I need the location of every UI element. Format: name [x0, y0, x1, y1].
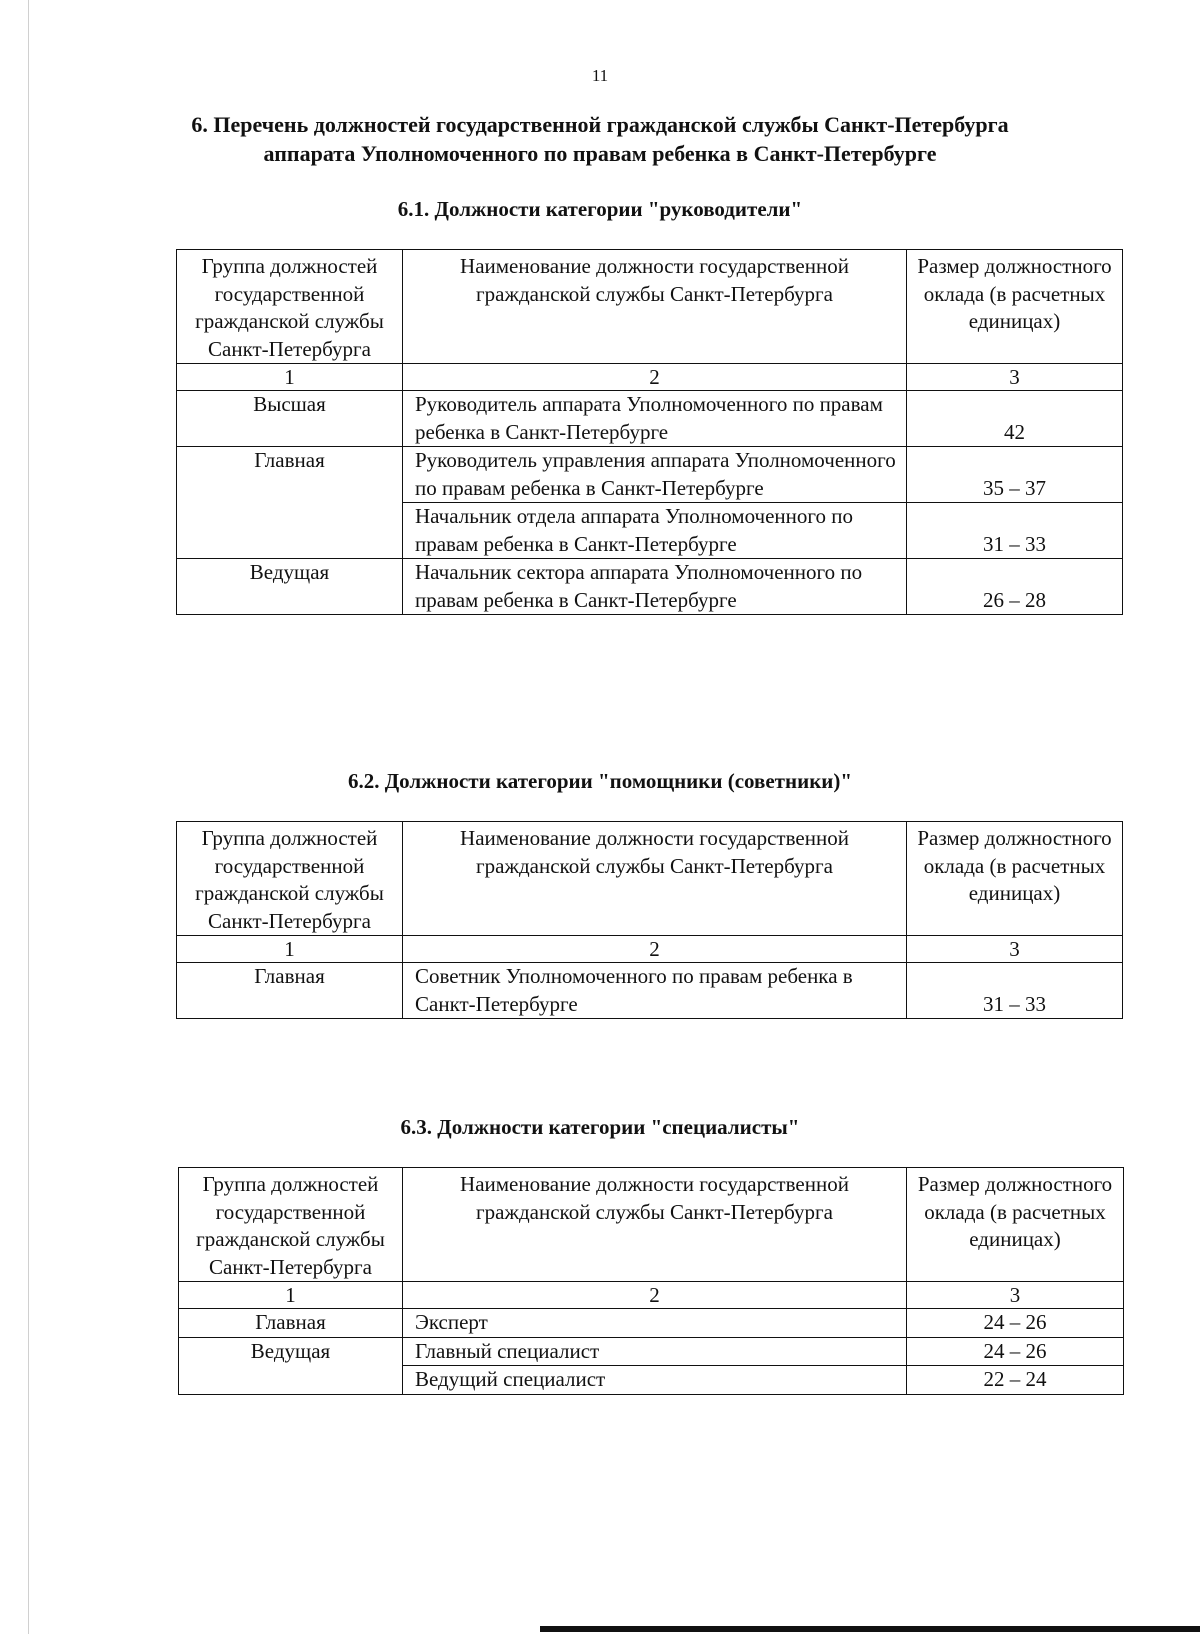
- table-row: [179, 1309, 1124, 1338]
- row-salary: 42: [907, 391, 1123, 447]
- table-header-row: [177, 250, 1123, 364]
- scan-edge-line: [28, 0, 29, 1634]
- col-number-1: 1: [179, 1282, 403, 1309]
- section-3-title: 6.3. Должности категории "специалисты": [400, 1115, 800, 1139]
- col-number-1: 1: [177, 936, 403, 963]
- col-number-2: 2: [403, 1282, 907, 1309]
- table-row: [177, 963, 1123, 1019]
- col-number-1: 1: [177, 364, 403, 391]
- page-title-line-2: аппарата Уполномоченного по правам ребенка в Санкт-Петербурге: [263, 141, 937, 166]
- section-2-title: 6.2. Должности категории "помощники (советники)": [347, 769, 853, 793]
- scan-bottom-edge: [540, 1626, 1200, 1632]
- header-salary: Размер должностного оклада (в расчетных единицах): [907, 250, 1123, 364]
- col-number-2: 2: [403, 364, 907, 391]
- page-title: [150, 110, 1050, 168]
- row-position: Начальник сектора аппарата Уполномоченного по правам ребенка в Санкт-Петербурге: [403, 559, 907, 615]
- row-group: Ведущая: [177, 559, 403, 615]
- header-position: Наименование должности государственной гражданской службы Санкт-Петербурга: [403, 1168, 907, 1282]
- table-header-row: [177, 822, 1123, 936]
- row-salary: 26 – 28: [907, 559, 1123, 615]
- table-row: [177, 559, 1123, 615]
- header-position: Наименование должности государственной гражданской службы Санкт-Петербурга: [403, 822, 907, 936]
- row-position: Начальник отдела аппарата Уполномоченного по правам ребенка в Санкт-Петербурге: [403, 503, 907, 559]
- table-number-row: [177, 936, 1123, 963]
- row-group: Главная: [179, 1309, 403, 1338]
- row-position: Руководитель управления аппарата Уполномоченного по правам ребенка в Санкт-Петербурге: [403, 447, 907, 503]
- row-salary: 35 – 37: [907, 447, 1123, 503]
- table-header-row: [179, 1168, 1124, 1282]
- row-salary: 24 – 26: [907, 1309, 1124, 1338]
- header-group: Группа должностей государственной гражданской службы Санкт-Петербурга: [177, 822, 403, 936]
- row-position: Главный специалист: [403, 1337, 907, 1366]
- section-1-title: 6.1. Должности категории "руководители": [397, 197, 803, 221]
- header-salary: Размер должностного оклада (в расчетных единицах): [907, 1168, 1124, 1282]
- header-group: Группа должностей государственной гражданской службы Санкт-Петербурга: [179, 1168, 403, 1282]
- row-salary: 24 – 26: [907, 1337, 1124, 1366]
- row-position: Эксперт: [403, 1309, 907, 1338]
- row-salary: 22 – 24: [907, 1366, 1124, 1395]
- table-number-row: [179, 1282, 1124, 1309]
- row-group: Ведущая: [179, 1337, 403, 1394]
- row-position: Советник Уполномоченного по правам ребенка в Санкт-Петербурге: [403, 963, 907, 1019]
- table-advisors: [176, 821, 1123, 1019]
- header-position: Наименование должности государственной гражданской службы Санкт-Петербурга: [403, 250, 907, 364]
- col-number-3: 3: [907, 1282, 1124, 1309]
- header-salary: Размер должностного оклада (в расчетных единицах): [907, 822, 1123, 936]
- col-number-3: 3: [907, 364, 1123, 391]
- row-position: Руководитель аппарата Уполномоченного по правам ребенка в Санкт-Петербурге: [403, 391, 907, 447]
- row-position: Ведущий специалист: [403, 1366, 907, 1395]
- row-group: Главная: [177, 963, 403, 1019]
- table-row: [179, 1337, 1124, 1366]
- table-specialists: [178, 1167, 1124, 1395]
- col-number-3: 3: [907, 936, 1123, 963]
- table-row: [177, 447, 1123, 503]
- row-salary: 31 – 33: [907, 963, 1123, 1019]
- row-group: Высшая: [177, 391, 403, 447]
- col-number-2: 2: [403, 936, 907, 963]
- table-row: [177, 391, 1123, 447]
- row-salary: 31 – 33: [907, 503, 1123, 559]
- table-managers: [176, 249, 1123, 615]
- header-group: Группа должностей государственной гражданской службы Санкт-Петербурга: [177, 250, 403, 364]
- page-number: 11: [591, 66, 609, 85]
- table-number-row: [177, 364, 1123, 391]
- page-title-line-1: 6. Перечень должностей государственной гражданской службы Санкт-Петербурга: [191, 112, 1009, 137]
- row-group: Главная: [177, 447, 403, 559]
